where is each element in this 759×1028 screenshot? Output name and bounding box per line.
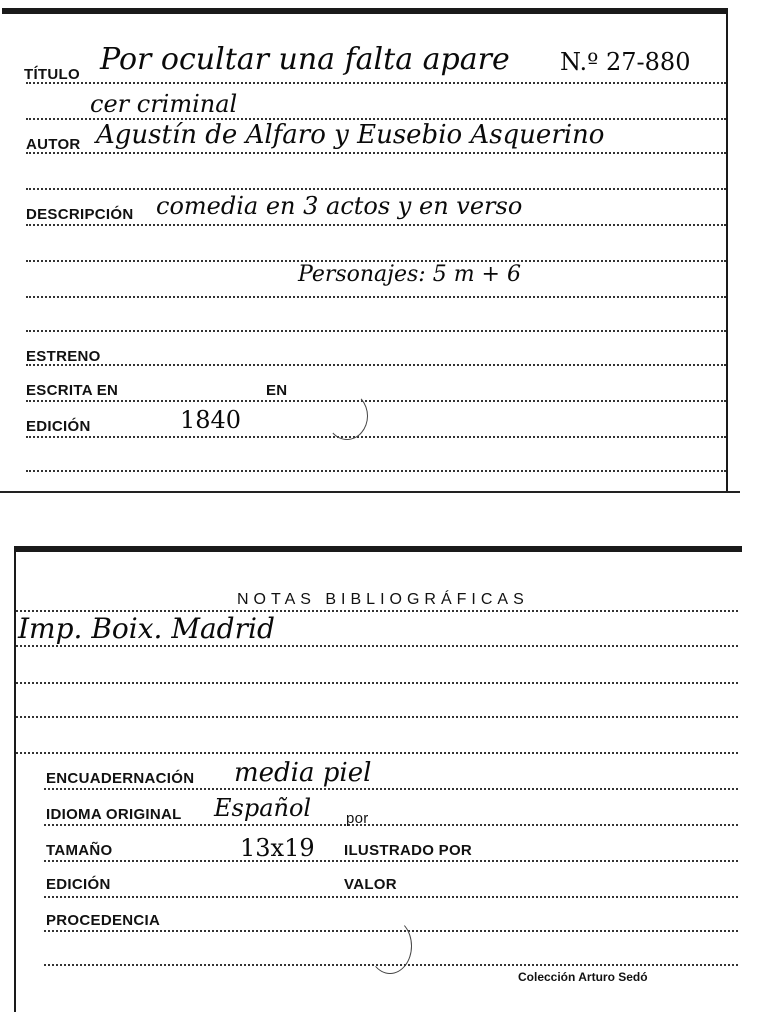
descripcion-label: DESCRIPCIÓN bbox=[26, 206, 134, 223]
tamano-handwritten: 13x19 bbox=[240, 834, 315, 862]
titulo-label: TÍTULO bbox=[24, 66, 80, 83]
collection-footer: Colección Arturo Sedó bbox=[518, 970, 648, 984]
rule-line bbox=[26, 330, 726, 332]
valor-label: VALOR bbox=[344, 876, 397, 893]
rule-line bbox=[26, 470, 726, 472]
rule-line bbox=[26, 400, 726, 402]
en-label: EN bbox=[266, 382, 288, 399]
rule-line bbox=[16, 682, 738, 684]
rule-line bbox=[26, 82, 726, 84]
rule-line bbox=[26, 436, 726, 438]
autor-label: AUTOR bbox=[26, 136, 81, 153]
rule-line bbox=[44, 824, 738, 826]
idioma-handwritten: Español bbox=[214, 794, 312, 822]
rule-line bbox=[44, 896, 738, 898]
card-edge bbox=[0, 491, 740, 493]
personajes-handwritten: Personajes: 5 m + 6 bbox=[298, 262, 521, 287]
rule-line bbox=[26, 152, 726, 154]
por-label: por bbox=[346, 810, 369, 827]
notas-heading: NOTAS BIBLIOGRÁFICAS bbox=[237, 591, 529, 608]
autor-handwritten: Agustín de Alfaro y Eusebio Asquerino bbox=[96, 120, 605, 150]
rule-line bbox=[44, 860, 738, 862]
reference-number: N.º 27-880 bbox=[560, 48, 691, 76]
procedencia-label: PROCEDENCIA bbox=[46, 912, 161, 929]
pencil-mark bbox=[368, 918, 412, 974]
rule-line bbox=[26, 188, 726, 190]
pencil-mark bbox=[326, 392, 368, 440]
encuadernacion-label: ENCUADERNACIÓN bbox=[46, 770, 195, 787]
titulo-handwritten-continued: cer criminal bbox=[90, 90, 238, 118]
edicion-handwritten: 1840 bbox=[180, 406, 242, 434]
ilustrado-label: ILUSTRADO POR bbox=[344, 842, 473, 859]
idioma-label: IDIOMA ORIGINAL bbox=[46, 806, 182, 823]
notes-handwritten: Imp. Boix. Madrid bbox=[18, 612, 275, 645]
rule-line bbox=[26, 224, 726, 226]
estreno-label: ESTRENO bbox=[26, 348, 101, 365]
rule-line bbox=[26, 364, 726, 366]
edicion-label-top: EDICIÓN bbox=[26, 418, 91, 435]
titulo-handwritten: Por ocultar una falta apare bbox=[100, 42, 510, 77]
tamano-label: TAMAÑO bbox=[46, 842, 113, 859]
edicion-label-bottom: EDICIÓN bbox=[46, 876, 111, 893]
rule-line bbox=[44, 788, 738, 790]
escrita-en-label: ESCRITA EN bbox=[26, 382, 119, 399]
rule-line bbox=[16, 752, 738, 754]
rule-line bbox=[16, 716, 738, 718]
rule-line bbox=[26, 296, 726, 298]
descripcion-handwritten: comedia en 3 actos y en verso bbox=[156, 192, 523, 220]
rule-line bbox=[16, 645, 738, 647]
encuadernacion-handwritten: media piel bbox=[234, 758, 372, 788]
